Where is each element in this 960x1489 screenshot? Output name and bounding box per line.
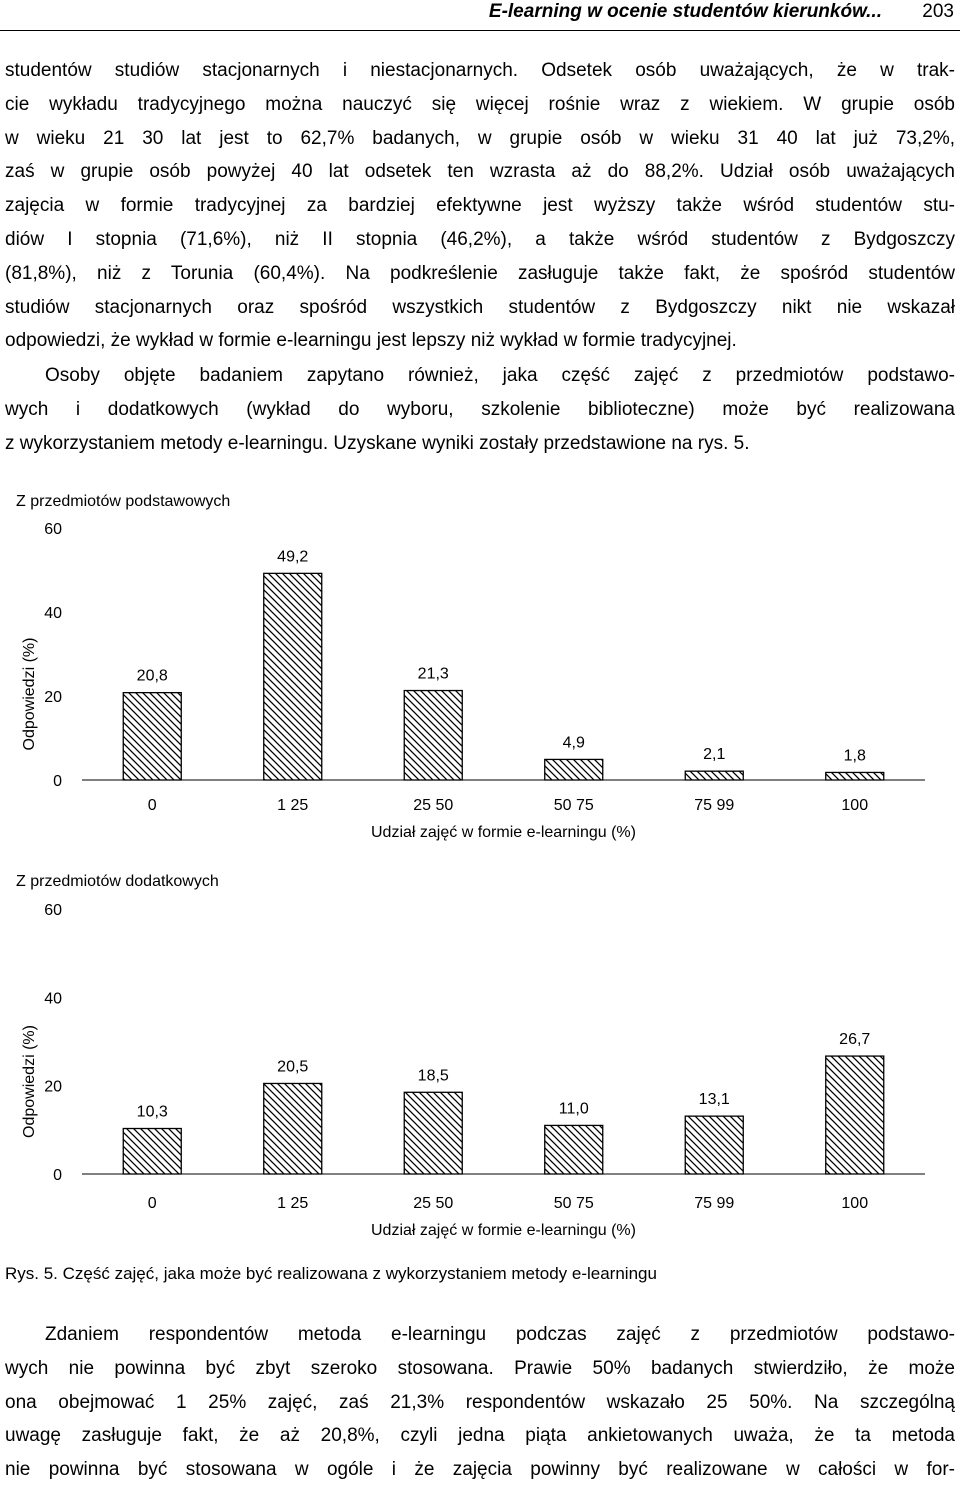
x-tick-label: 25 50 — [413, 1195, 454, 1212]
bar — [545, 759, 603, 780]
y-tick-label: 20 — [44, 689, 62, 706]
x-tick-label: 100 — [841, 797, 869, 814]
text-line: uwagę zasługuje fakt, że aż 20,8%, czyli jedna piąta ankietowanych uważa, że ta metoda — [5, 1425, 955, 1447]
text-line: z wykorzystaniem metody e-learningu. Uzyskane wyniki zostały przedstawione na rys. 5. — [5, 432, 750, 454]
text-line: wych i dodatkowych (wykład do wyboru, szkolenie biblioteczne) może być realizowana — [5, 398, 955, 420]
x-tick-label: 50 75 — [553, 1195, 594, 1212]
y-tick-label: 20 — [44, 1078, 62, 1096]
bar — [685, 771, 743, 780]
x-axis-label: Udział zajęć w formie e-learningu (%) — [371, 1222, 636, 1239]
bar-value-label: 20,5 — [277, 1058, 309, 1076]
y-tick-label: 60 — [44, 521, 62, 538]
text-line: ona obejmować 1 25% zajęć, zaś 21,3% respondentów wskazało 25 50%. Na szczególną — [5, 1391, 955, 1413]
bar — [404, 691, 462, 780]
bar — [123, 1129, 181, 1174]
text-line: diów I stopnia (71,6%), niż II stopnia (46,2%), a także wśród studentów z Bydgoszczy — [5, 228, 955, 250]
text-line: cie wykładu tradycyjnego można nauczyć się więcej rośnie wraz z wiekiem. W grupie osób — [5, 93, 955, 115]
text-line: wych nie powinna być zbyt szeroko stosowana. Prawie 50% badanych stwierdziło, że może — [5, 1357, 955, 1379]
y-tick-label: 0 — [53, 773, 62, 790]
y-axis-label: Odpowiedzi (%) — [21, 637, 38, 751]
text-line: w wieku 21 30 lat jest to 62,7% badanych, w grupie osób w wieku 31 40 lat już 73,2%, — [5, 127, 955, 149]
bar-value-label: 49,2 — [277, 548, 309, 566]
bar — [826, 1056, 884, 1174]
x-tick-label: 0 — [147, 1195, 157, 1212]
chart-additional-subjects — [0, 862, 960, 1262]
text-line: studentów studiów stacjonarnych i niestacjonarnych. Odsetek osób uważających, że w trak- — [5, 60, 955, 81]
x-tick-label: 75 99 — [694, 797, 735, 814]
y-tick-label: 0 — [53, 1167, 62, 1184]
bar — [264, 1083, 322, 1174]
bar — [404, 1092, 462, 1174]
bar — [264, 573, 322, 780]
x-tick-label: 25 50 — [413, 797, 454, 814]
bar — [826, 772, 884, 780]
page-header — [0, 0, 960, 32]
bar-value-label: 10,3 — [136, 1103, 168, 1121]
bar-value-label: 20,8 — [136, 667, 168, 685]
x-axis-label: Udział zajęć w formie e-learningu (%) — [371, 824, 636, 841]
figure-caption: Rys. 5. Część zajęć, jaka może być realizowana z wykorzystaniem metody e-learningu — [5, 1264, 657, 1283]
header-rule — [0, 30, 960, 31]
running-title: E-learning w ocenie studentów kierunków... — [488, 1, 882, 22]
text-line: Zdaniem respondentów metoda e-learningu podczas zajęć z przedmiotów podstawo- — [45, 1324, 955, 1345]
text-line: zaś w grupie osób powyżej 40 lat odsetek ten wzrasta aż do 88,2%. Udział osób uważających — [5, 161, 955, 183]
chart-basic-subjects — [0, 480, 960, 852]
y-axis-label: Odpowiedzi (%) — [21, 1025, 38, 1138]
text-line: studiów stacjonarnych oraz spośród wszystkich studentów z Bydgoszczy nikt nie wskazał — [5, 296, 955, 318]
bar-value-label: 18,5 — [417, 1067, 449, 1085]
x-tick-label: 0 — [147, 797, 157, 814]
text-line: odpowiedzi, że wykład w formie e-learningu jest lepszy niż wykład w formie tradycyjnej. — [5, 330, 737, 352]
x-tick-label: 1 25 — [277, 797, 309, 814]
bar-value-label: 21,3 — [417, 665, 449, 683]
text-line: zajęcia w formie tradycyjnej za bardziej efektywne jest wyższy także wśród studentów stu- — [5, 195, 955, 217]
y-tick-label: 40 — [44, 605, 62, 622]
bar-value-label: 13,1 — [698, 1091, 730, 1109]
bar — [123, 693, 181, 780]
y-tick-label: 60 — [44, 902, 62, 919]
y-tick-label: 40 — [44, 990, 62, 1008]
chart-title: Z przedmiotów dodatkowych — [16, 873, 219, 890]
paragraph-2 — [5, 359, 955, 460]
x-tick-label: 100 — [841, 1195, 869, 1212]
paragraph-3 — [5, 1318, 955, 1487]
bar-value-label: 1,8 — [843, 747, 866, 765]
bar — [685, 1116, 743, 1174]
x-tick-label: 50 75 — [553, 797, 594, 814]
bar-value-label: 11,0 — [558, 1100, 589, 1118]
bar-value-label: 2,1 — [703, 746, 726, 764]
text-line: nie powinna być stosowana w ogóle i że zajęcia powinny być realizowane w całości w for- — [5, 1459, 955, 1481]
x-tick-label: 75 99 — [694, 1195, 735, 1212]
x-tick-label: 1 25 — [277, 1195, 309, 1212]
paragraph-1 — [5, 54, 955, 358]
bar — [545, 1125, 603, 1174]
chart-title: Z przedmiotów podstawowych — [16, 493, 231, 510]
page-number: 203 — [922, 1, 954, 22]
text-line: (81,8%), niż z Torunia (60,4%). Na podkreślenie zasługuje także fakt, że spośród studentów — [5, 262, 955, 284]
text-line: Osoby objęte badaniem zapytano również, jaka część zajęć z przedmiotów podstawo- — [45, 365, 955, 386]
bar-value-label: 4,9 — [562, 734, 585, 752]
bar-value-label: 26,7 — [839, 1031, 871, 1049]
